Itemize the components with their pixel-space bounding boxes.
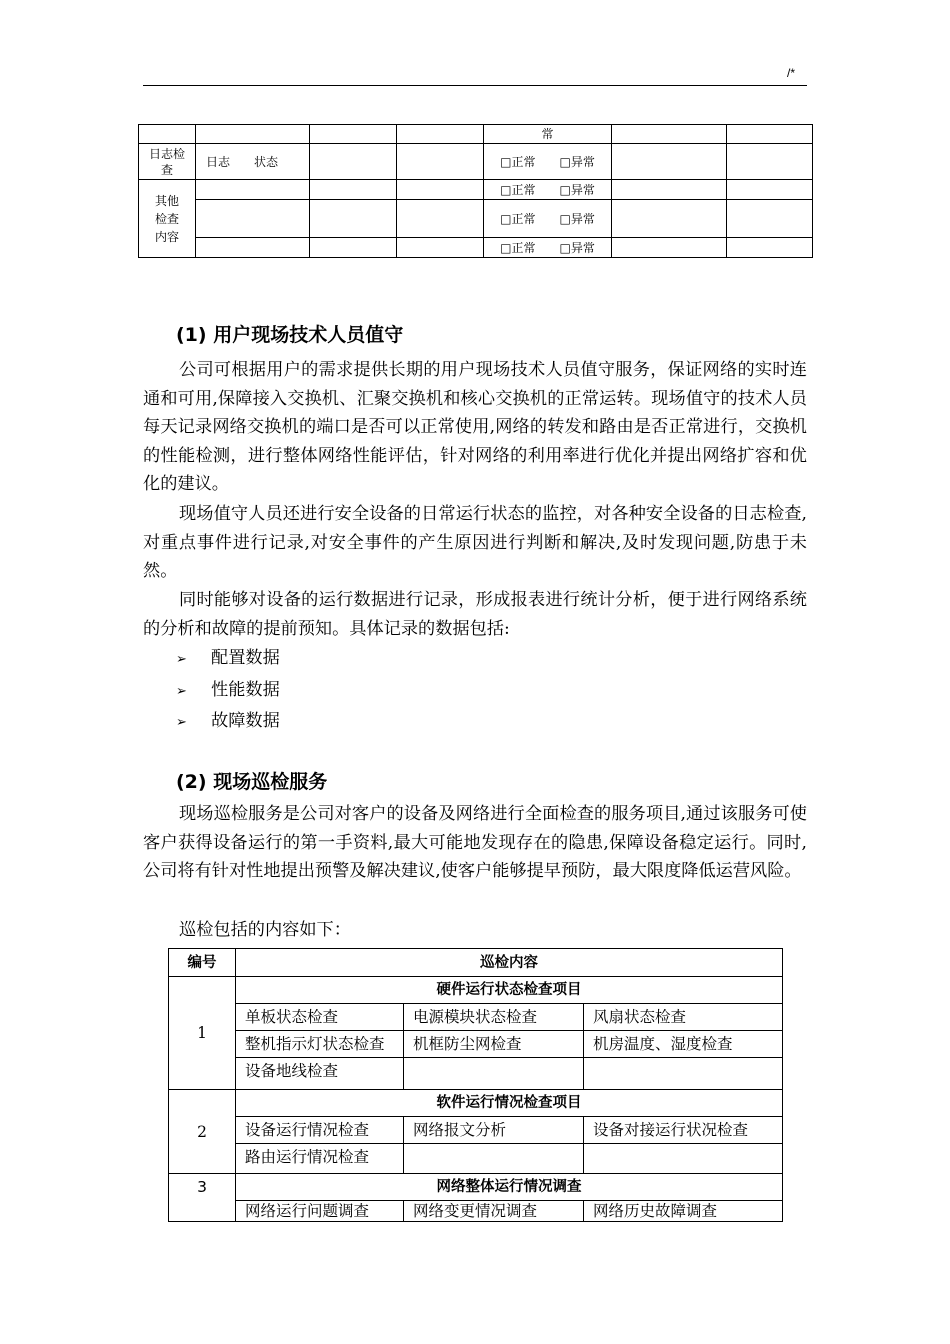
table-cell: [404, 1144, 584, 1174]
table-cell: 机框防尘网检查: [404, 1031, 584, 1058]
table-cell: 单板状态检查: [236, 1004, 404, 1031]
table-cell: 机房温度、湿度检查: [584, 1031, 783, 1058]
list-item: ➢ 配置数据: [176, 645, 280, 677]
arrow-bullet-icon: ➢: [176, 715, 187, 730]
table-cell: 整机指示灯状态检查: [236, 1031, 404, 1058]
column-header-content: 巡检内容: [236, 949, 783, 977]
table-cell: [584, 1058, 783, 1090]
other-row-label: 其他检查内容: [139, 180, 196, 258]
section1-paragraph: 公司可根据用户的需求提供长期的用户现场技术人员值守服务，保证网络的实时连通和可用,保障接入交换机、汇聚交换机和核心交换机的正常运转。现场值守的技术人员每天记录网络交换机的端口是否可以正常使用,网络的转发和路由是否正常进行，交换机的性能检测，进行整体网络性能评估，针对网络的利用率进行优化并提出网络扩容和优化的建议。: [143, 360, 807, 495]
table-cell: 网络历史故障调查: [584, 1201, 783, 1222]
group-number: 3: [169, 1174, 236, 1222]
log-row-status: □正常 □异常: [484, 144, 612, 180]
group-title: 硬件运行状态检查项目: [236, 977, 783, 1004]
list-item: ➢ 性能数据: [176, 677, 280, 709]
other-row-status: □正常 □异常: [484, 238, 612, 258]
inspection-table: [168, 948, 783, 1222]
section1-paragraph: 同时能够对设备的运行数据进行记录，形成报表进行统计分析，便于进行网络系统的分析和故障的提前预知。具体记录的数据包括:: [143, 590, 807, 639]
record-data-list: [176, 645, 280, 740]
table-cell: 设备对接运行状况检查: [584, 1117, 783, 1144]
table-cell: 网络运行问题调查: [236, 1201, 404, 1222]
table-cell: 设备运行情况检查: [236, 1117, 404, 1144]
log-check-table: [138, 124, 813, 258]
column-header-number: 编号: [169, 949, 236, 977]
header-mark: /*: [787, 66, 796, 80]
table-cell: 网络报文分析: [404, 1117, 584, 1144]
table-cell: 设备地线检查: [236, 1058, 404, 1090]
group-number: 2: [169, 1090, 236, 1174]
table-cell: [584, 1144, 783, 1174]
other-row-status: □正常 □异常: [484, 180, 612, 200]
section2-paragraph: 现场巡检服务是公司对客户的设备及网络进行全面检查的服务项目,通过该服务可使客户获得设备运行的第一手资料,最大可能地发现存在的隐患,保障设备稳定运行。同时,公司将有针对性地提出预警及解决建议,使客户能够提早预防，最大限度降低运营风险。: [143, 804, 807, 882]
header-rule: [143, 85, 807, 86]
arrow-bullet-icon: ➢: [176, 652, 187, 667]
list-item: ➢ 故障数据: [176, 708, 280, 740]
log-row-label: 日志检查: [139, 144, 196, 180]
table-cell: [404, 1058, 584, 1090]
table-cell: 路由运行情况检查: [236, 1144, 404, 1174]
log-row-item: 日志 状态: [196, 144, 310, 180]
table-cell: 电源模块状态检查: [404, 1004, 584, 1031]
section1-paragraph: 现场值守人员还进行安全设备的日常运行状态的监控，对各种安全设备的日志检查,对重点事件进行记录,对安全事件的产生原因进行判断和解决,及时发现问题,防患于未然。: [143, 504, 807, 582]
group-title: 软件运行情况检查项目: [236, 1090, 783, 1117]
section2-intro: 巡检包括的内容如下：: [179, 920, 351, 940]
group-title: 网络整体运行情况调查: [236, 1174, 783, 1201]
table-cell: 网络变更情况调查: [404, 1201, 584, 1222]
arrow-bullet-icon: ➢: [176, 683, 187, 699]
section1-title: (1) 用户现场技术人员值守: [176, 324, 404, 346]
section2-title: (2) 现场巡检服务: [176, 771, 328, 793]
group-number: 1: [169, 977, 236, 1090]
continued-status-text: 常: [484, 125, 612, 144]
table-cell: 风扇状态检查: [584, 1004, 783, 1031]
other-row-status: □正常 □异常: [484, 200, 612, 238]
